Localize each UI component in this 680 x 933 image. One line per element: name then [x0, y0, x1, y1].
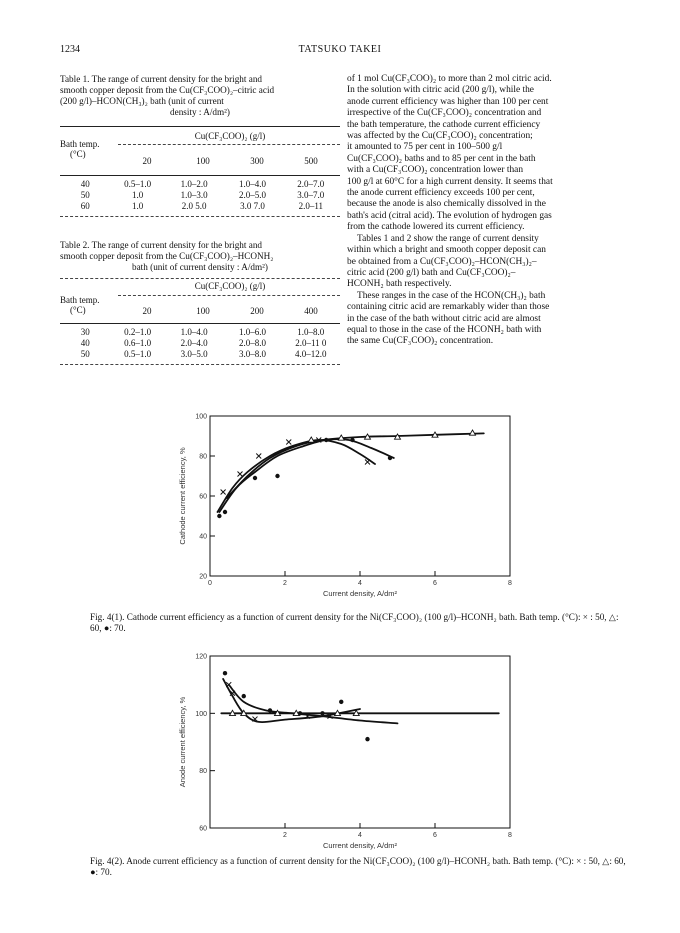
text-line: the same Cu(CF₃COO)₂ concentration.	[347, 336, 494, 347]
text-line: of 1 mol Cu(CF₃COO)₂ to more than 2 mol citric acid.	[347, 74, 552, 84]
table-cell: 0.5–1.0	[124, 179, 152, 189]
series-curve-60	[227, 433, 484, 498]
table-cell: 3.0 7.0	[240, 201, 265, 211]
x-tick-label: 2	[283, 580, 287, 587]
data-point-dot-marker	[223, 510, 227, 514]
text-line: from the cathode lowered its current efficiency.	[347, 222, 525, 233]
table1-row-header	[60, 139, 100, 159]
table-cell: 2.0–4.0	[180, 338, 208, 348]
text-line: in the case of the bath without citric acid are almost	[347, 313, 541, 324]
table2-caption-line: bath (unit of current density : A/dm²)	[132, 262, 268, 272]
table-cell: 0.5–1.0	[124, 349, 152, 359]
table-cell: 40	[80, 179, 90, 189]
figure-4-1-caption: Fig. 4(1). Cathode current efficiency as a function of current density for the Ni(CF₃COO)₂ (100 g/l)–HCONH₂ bath. Bath temp. (°C): × : 50, △: 60, ●: 70.	[90, 612, 619, 633]
data-point-dot-marker	[268, 708, 272, 712]
data-point-dot-marker	[324, 438, 328, 442]
x-axis-label: Current density, A/dm²	[322, 589, 398, 598]
y-tick-label: 100	[195, 710, 207, 718]
table1-col-header: 100	[196, 156, 210, 166]
y-tick-label: 60	[199, 493, 207, 501]
x-tick-label: 6	[433, 580, 437, 587]
text-line: These ranges in the case of the HCON(CH₃)₂ bath	[357, 290, 546, 301]
table1-caption-line: Table 1. The range of current density for the bright and	[60, 74, 263, 84]
table-row	[60, 327, 340, 338]
y-tick-label: 60	[199, 825, 207, 833]
table1-col-header: 300	[250, 156, 264, 166]
plot-frame	[210, 416, 510, 576]
table-cell: 50	[80, 349, 90, 359]
table-cell: 2.0–7.0	[297, 179, 325, 189]
table-cell: 1.0–2.0	[180, 179, 208, 189]
table1-row-header-label: Bath temp.	[60, 139, 100, 149]
table-cell: 50	[80, 190, 90, 200]
text-line: within which a bright and smooth copper deposit can	[347, 245, 546, 256]
table2-col-header: 100	[196, 306, 210, 316]
table-cell: 1.0–8.0	[297, 327, 325, 337]
table-row	[60, 179, 340, 190]
table-cell: 2.0–11	[298, 201, 324, 211]
text-line: because the anode is also chemically dissolved in the	[347, 199, 546, 210]
table-cell: 3.0–8.0	[238, 349, 266, 359]
data-point-x-marker	[238, 472, 243, 477]
text-line: containing citric acid are remarkably wider than those	[347, 302, 550, 313]
table1-body	[60, 179, 340, 212]
table1-row-header-unit: (°C)	[70, 149, 86, 159]
data-point-x-marker	[221, 490, 226, 495]
table1-group-rule	[118, 144, 340, 145]
table1-caption-line: (200 g/l)–HCON(CH₃)₂ bath (unit of current	[60, 96, 224, 106]
y-tick-label: 40	[199, 533, 207, 541]
table-cell: 30	[80, 327, 90, 337]
table-cell: 1.0–4.0	[180, 327, 208, 337]
table2-body	[60, 327, 340, 360]
text-line: 100 g/l at 60°C for a high current density. It seems that	[347, 176, 553, 187]
page-number: 1234	[60, 44, 80, 55]
data-point-dot-marker	[275, 474, 279, 478]
table-cell: 3.0–7.0	[297, 190, 325, 200]
figure-4-2-chart	[150, 652, 550, 848]
text-line: Cu(CF₃COO)₂ baths and to 85 per cent in the bath	[347, 153, 536, 164]
table-cell: 2.0–11 0	[295, 338, 327, 348]
data-point-dot-marker	[339, 700, 343, 704]
table2-row-header-label: Bath temp.	[60, 295, 100, 305]
table-cell: 3.0–5.0	[180, 349, 208, 359]
table2-top-rule	[60, 278, 340, 279]
text-line: anode current efficiency was higher than 100 per cent	[347, 96, 549, 107]
y-axis-label: Anode current efficiency, %	[178, 696, 187, 788]
table-row	[60, 190, 340, 201]
text-line: irrespective of the Cu(CF₃COO)₂ concentration and	[347, 108, 542, 119]
table1-col-header: 20	[142, 156, 152, 166]
table1-col-header: 500	[304, 156, 318, 166]
figure-4-2-caption: Fig. 4(2). Anode current efficiency as a function of current density for the Ni(CF₃COO)₂ (100 g/l)–HCONH₂ bath. Bath temp. (°C): × : 50, △: 60, ●: 70.	[90, 856, 626, 877]
table-cell: 1.0	[132, 201, 144, 211]
table-cell: 60	[80, 201, 90, 211]
data-point-x-marker	[365, 460, 370, 465]
table-cell: 1.0–4.0	[238, 179, 266, 189]
table-cell: 4.0–12.0	[295, 349, 327, 359]
table2-col-header: 400	[304, 306, 318, 316]
data-point-dot-marker	[365, 737, 369, 741]
x-tick-label: 4	[358, 832, 362, 839]
table-row	[60, 338, 340, 349]
table1-header-rule	[60, 175, 340, 176]
data-point-dot-marker	[242, 694, 246, 698]
y-tick-label: 120	[195, 653, 207, 661]
y-tick-label: 80	[199, 453, 207, 461]
table2-group-rule	[118, 295, 340, 296]
table2-caption-line: smooth copper deposit from the Cu(CF₃COO)₂–HCONH₂	[60, 251, 274, 261]
data-point-dot-marker	[253, 476, 257, 480]
text-line: the bath temperature, the cathode current efficiency	[347, 119, 541, 130]
x-tick-label: 0	[208, 580, 212, 587]
text-line: was affected by the Cu(CF₃COO)₂ concentration;	[347, 131, 533, 142]
text-line: HCONH₂ bath respectively.	[347, 279, 452, 290]
table1-bottom-rule	[60, 216, 340, 217]
x-tick-label: 4	[358, 580, 362, 587]
table1	[60, 129, 340, 217]
table1-group-header: Cu(CF₃COO)₂ (g/l)	[194, 131, 266, 141]
table2-caption-line: Table 2. The range of current density for the bright and	[60, 240, 263, 250]
body-text-right-column	[347, 74, 625, 348]
table-cell: 2.0–8.0	[238, 338, 266, 348]
data-point-dot-marker	[298, 711, 302, 715]
x-axis-label: Current density, A/dm²	[322, 841, 398, 850]
table1-top-rule	[60, 126, 340, 127]
data-point-dot-marker	[320, 711, 324, 715]
text-line: the anode current efficiency exceeds 100 per cent,	[347, 188, 535, 199]
x-tick-label: 2	[283, 832, 287, 839]
text-line: bath's acid (citral acid). The evolution of hydrogen gas	[347, 210, 552, 221]
text-line: Tables 1 and 2 show the range of current density	[357, 233, 539, 244]
table2-col-header: 200	[250, 306, 264, 316]
text-line: it amounted to 75 per cent in 100–500 g/l	[347, 142, 503, 153]
table2-header-rule	[60, 323, 340, 324]
table2-col-header: 20	[142, 306, 152, 316]
table1-caption	[60, 74, 340, 118]
data-point-dot-marker	[217, 514, 221, 518]
data-point-dot-marker	[388, 456, 392, 460]
plot-frame	[210, 656, 510, 828]
text-line: be obtained from a Cu(CF₃COO)₂–HCON(CH₃)₂–	[347, 256, 537, 267]
figure-4-1-chart	[150, 408, 550, 608]
text-line: citric acid (200 g/l) bath and Cu(CF₃COO)₂–	[347, 267, 516, 278]
table-cell: 0.6–1.0	[124, 338, 152, 348]
data-point-dot-marker	[223, 671, 227, 675]
y-tick-label: 80	[199, 768, 207, 776]
table2-row-header	[60, 295, 100, 315]
table2	[60, 281, 340, 365]
table2-group-header: Cu(CF₃COO)₂ (g/l)	[194, 281, 266, 291]
data-point-dot-marker	[350, 438, 354, 442]
text-line: equal to those in the case of the HCONH₂ bath with	[347, 324, 542, 335]
series-curve-50	[218, 440, 376, 512]
x-tick-label: 8	[508, 832, 512, 839]
data-point-x-marker	[256, 454, 261, 459]
table-cell: 1.0	[132, 190, 144, 200]
data-point-triangle-marker	[308, 437, 314, 442]
table1-caption-line: density : A/dm²)	[170, 107, 230, 117]
table-cell: 1.0–3.0	[180, 190, 208, 200]
table-cell: 40	[80, 338, 90, 348]
table1-caption-line: smooth copper deposit from the Cu(CF₃COO)₂–citric acid	[60, 85, 275, 95]
y-axis-label: Cathode current efficiency, %	[178, 447, 187, 545]
text-line: with a Cu(CF₃COO)₂ concentration lower than	[347, 165, 524, 176]
y-tick-label: 20	[199, 573, 207, 581]
running-head: TATSUKO TAKEI	[298, 44, 382, 55]
table-cell: 0.2–1.0	[124, 327, 152, 337]
table-row	[60, 201, 340, 212]
text-line: In the solution with citric acid (200 g/l), while the	[347, 85, 534, 96]
table2-caption	[60, 240, 340, 273]
table2-bottom-rule	[60, 364, 340, 365]
table-cell: 2.0 5.0	[181, 201, 207, 211]
x-tick-label: 8	[508, 580, 512, 587]
table-row	[60, 349, 340, 360]
x-tick-label: 6	[433, 832, 437, 839]
table-cell: 2.0–5.0	[238, 190, 266, 200]
y-tick-label: 100	[195, 413, 207, 421]
table-cell: 1.0–6.0	[238, 327, 266, 337]
table2-row-header-unit: (°C)	[70, 305, 86, 315]
data-point-triangle-marker	[470, 430, 476, 435]
data-point-x-marker	[286, 440, 291, 445]
series-curve-70	[219, 439, 393, 512]
